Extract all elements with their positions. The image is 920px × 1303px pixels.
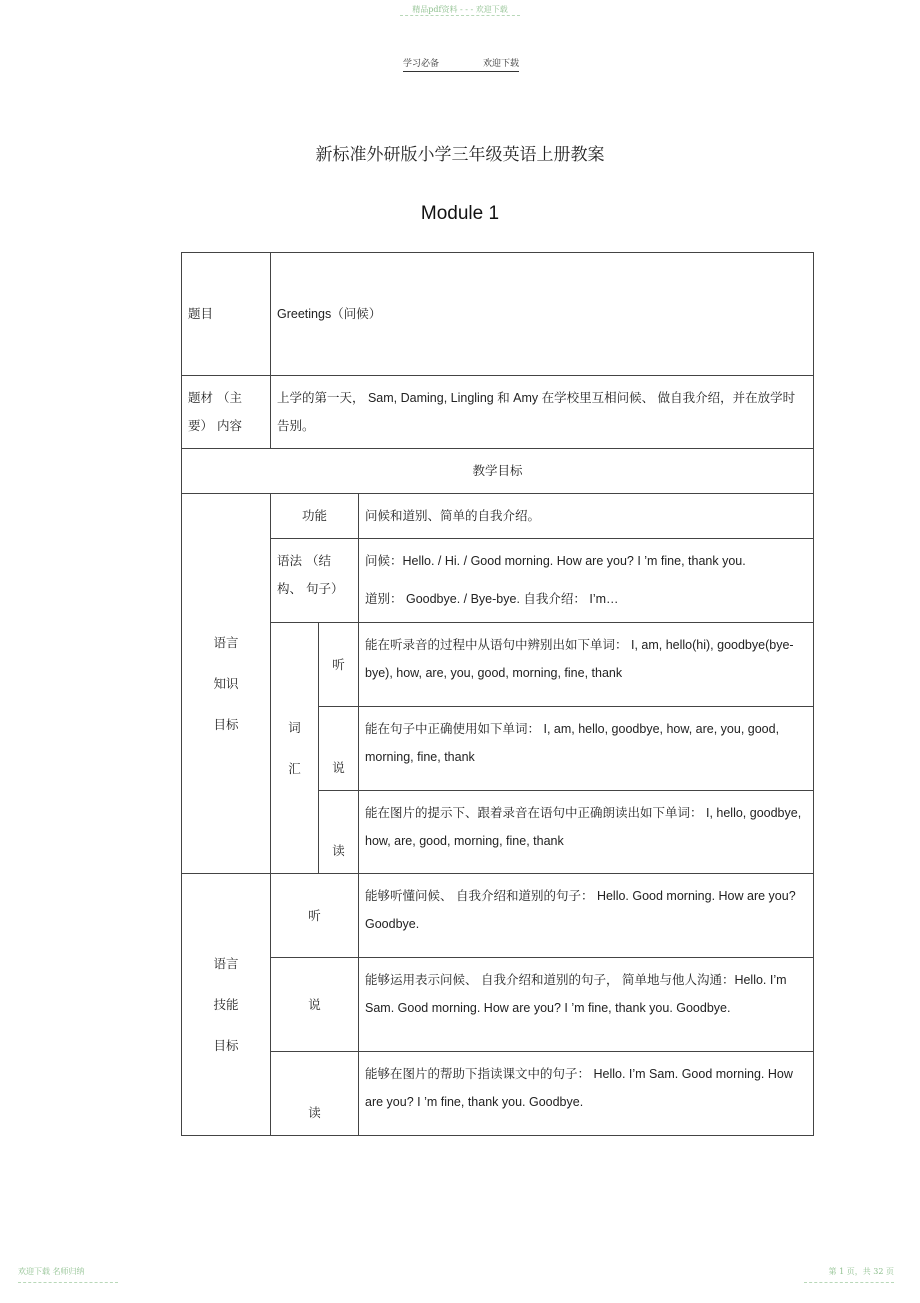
grammar-line: 道别： Goodbye. / Bye-bye. 自我介绍： I’m… xyxy=(365,592,619,606)
table-row xyxy=(182,1052,814,1136)
footer-right-divider xyxy=(804,1282,894,1283)
function-label: 功能 xyxy=(271,494,359,539)
goals-header: 教学目标 xyxy=(182,449,814,494)
table-row xyxy=(182,253,814,376)
skills-label-line: 技能 xyxy=(213,997,239,1012)
table-row xyxy=(182,874,814,958)
vocab-speak-value: 能在句子中正确使用如下单词： I, am, hello, goodbye, how, are, you, good, morning, fine, thank xyxy=(359,707,814,791)
skills-listen-value: 能够听懂问候、 自我介绍和道别的句子： Hello. Good morning. How are you? Goodbye. xyxy=(359,874,814,958)
skills-listen-label: 听 xyxy=(271,874,359,958)
header-left: 学习必备 xyxy=(403,59,440,69)
page-title: 新标准外研版小学三年级英语上册教案 xyxy=(315,145,605,165)
knowledge-label-line: 目标 xyxy=(213,717,239,732)
topic-value: Greetings（问候） xyxy=(271,253,814,376)
vocab-read-label: 读 xyxy=(319,791,359,874)
vocab-label xyxy=(271,623,319,874)
knowledge-label-line: 知识 xyxy=(213,676,239,691)
table-row xyxy=(182,623,814,707)
table-row xyxy=(182,376,814,449)
watermark-top-divider xyxy=(400,15,520,16)
table-row xyxy=(182,958,814,1052)
grammar-line: 问候：Hello. / Hi. / Good morning. How are you? I ’m fine, thank you. xyxy=(365,554,746,568)
footer-left-watermark: 欢迎下载 名师归纳 xyxy=(18,1267,85,1276)
knowledge-label-line: 语言 xyxy=(213,635,239,650)
module-title: Module 1 xyxy=(420,203,500,224)
page-header xyxy=(403,56,519,72)
vocab-listen-label: 听 xyxy=(319,623,359,707)
material-value: 上学的第一天， Sam, Daming, Lingling 和 Amy 在学校里互相问候、 做自我介绍，并在放学时告别。 xyxy=(271,376,814,449)
header-right: 欢迎下载 xyxy=(482,59,519,69)
footer-left-divider xyxy=(18,1282,118,1283)
vocab-label-line: 汇 xyxy=(288,761,301,776)
function-value: 问候和道别、简单的自我介绍。 xyxy=(359,494,814,539)
knowledge-goal-label xyxy=(182,494,271,874)
skills-label-line: 语言 xyxy=(213,956,239,971)
skills-speak-value: 能够运用表示问候、 自我介绍和道别的句子， 简单地与他人沟通：Hello. I’m Sam. Good morning. How are you? I ’m fine, thank you. Goodbye. xyxy=(359,958,814,1052)
skills-read-label: 读 xyxy=(271,1052,359,1136)
lesson-plan-table xyxy=(181,252,814,1136)
vocab-label-line: 词 xyxy=(288,720,301,735)
skills-read-value: 能够在图片的帮助下指读课文中的句子： Hello. I’m Sam. Good morning. How are you? I ’m fine, thank you. Goodbye. xyxy=(359,1052,814,1136)
vocab-read-value: 能在图片的提示下、跟着录音在语句中正确朗读出如下单词： I, hello, goodbye, how, are, good, morning, fine, thank xyxy=(359,791,814,874)
vocab-listen-value: 能在听录音的过程中从语句中辨别出如下单词： I, am, hello(hi), goodbye(bye-bye), how, are, you, good, morning, fine, thank xyxy=(359,623,814,707)
watermark-top: 精品pdf资料 - - - 欢迎下载 xyxy=(412,5,508,14)
table-row xyxy=(182,494,814,539)
topic-label: 题目 xyxy=(182,253,271,376)
vocab-speak-label: 说 xyxy=(319,707,359,791)
table-row xyxy=(182,449,814,494)
footer-page-number: 第 1 页，共 32 页 xyxy=(828,1267,894,1276)
grammar-label: 语法 （结构、 句子） xyxy=(271,539,359,623)
skills-speak-label: 说 xyxy=(271,958,359,1052)
grammar-value xyxy=(359,539,814,623)
material-label: 题材 （主要） 内容 xyxy=(182,376,271,449)
skills-label-line: 目标 xyxy=(213,1038,239,1053)
table-row xyxy=(182,539,814,623)
skills-goal-label xyxy=(182,874,271,1136)
